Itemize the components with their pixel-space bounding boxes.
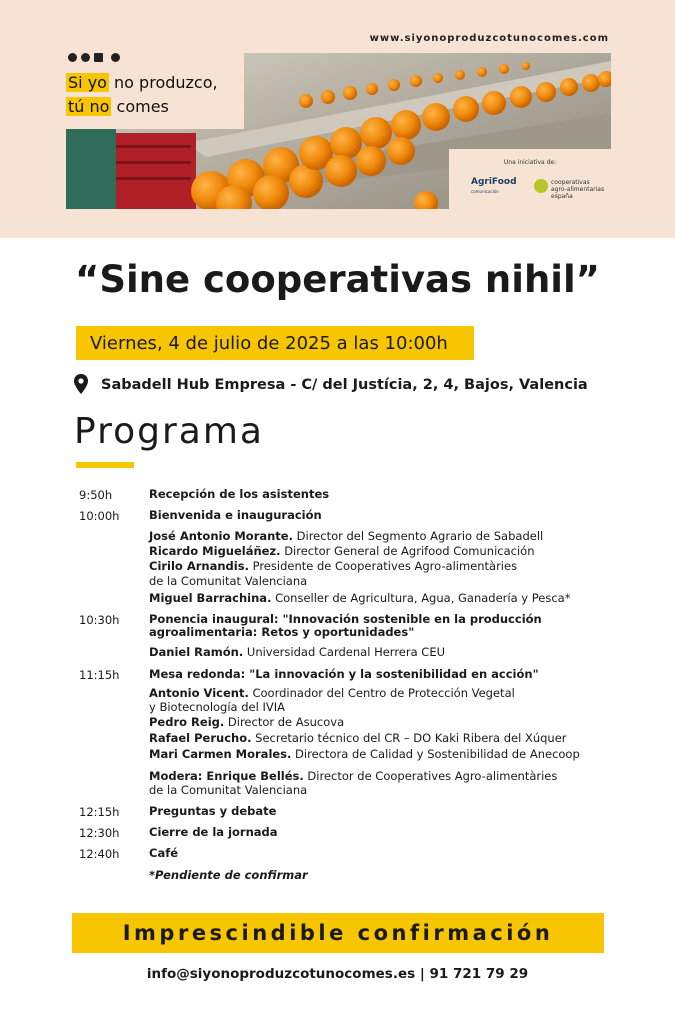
speaker-line bbox=[149, 687, 515, 700]
coop-line-2: agro-alimentarias bbox=[551, 186, 605, 193]
program-time: 9:50h bbox=[79, 488, 113, 502]
speaker-role: Presidente de Cooperatives Agro-alimentàries bbox=[248, 559, 518, 573]
speaker-line bbox=[149, 732, 567, 745]
programa-heading: Programa bbox=[74, 411, 264, 452]
speaker-name: Daniel Ramón. bbox=[149, 645, 244, 659]
program-title: Bienvenida e inauguración bbox=[149, 508, 322, 522]
speaker-role: Coordinador del Centro de Protección Vegetal bbox=[248, 686, 515, 700]
footnote: *Pendiente de confirmar bbox=[149, 868, 308, 882]
event-venue: Sabadell Hub Empresa - C/ del Justícia, 2, 4, Bajos, Valencia bbox=[101, 377, 588, 393]
program-time: 10:00h bbox=[79, 509, 120, 523]
speaker-line bbox=[149, 748, 580, 761]
tractor-icon bbox=[94, 53, 103, 62]
programa-underline bbox=[76, 462, 134, 468]
speaker-role: Conseller de Agricultura, Agua, Ganadería y Pesca* bbox=[271, 591, 571, 605]
program-title-cont: agroalimentaria: Retos y oportunidades" bbox=[149, 625, 415, 639]
program-time: 12:30h bbox=[79, 826, 120, 840]
logo-highlight-2 bbox=[66, 97, 111, 116]
speaker-role-cont: y Biotecnología del IVIA bbox=[149, 700, 285, 714]
moderator-role: Director de Cooperatives Agro-alimentàries bbox=[303, 769, 558, 783]
speaker-line bbox=[149, 716, 344, 729]
program-title: Recepción de los asistentes bbox=[149, 487, 330, 501]
contact-info[interactable]: info@siyonoproduzcotunocomes.es | 91 721 79 29 bbox=[146, 966, 529, 982]
program-title: Preguntas y debate bbox=[149, 804, 277, 818]
campaign-logo bbox=[66, 53, 244, 129]
moderator-role-cont: de la Comunitat Valenciana bbox=[149, 783, 308, 797]
speaker-role: Director de Asucova bbox=[224, 715, 345, 729]
speaker-name: Mari Carmen Morales. bbox=[149, 747, 292, 761]
logo-line-1 bbox=[66, 73, 218, 92]
coop-line-1: cooperativas bbox=[551, 179, 590, 186]
speaker-name: Miguel Barrachina. bbox=[149, 591, 272, 605]
logo-text-1: no produzco, bbox=[108, 73, 218, 92]
speaker-name: Cirilo Arnandis. bbox=[149, 559, 249, 573]
chef-hat-icon bbox=[81, 53, 90, 62]
location-pin-icon bbox=[74, 374, 88, 394]
agrifood-sub: comunicación bbox=[471, 189, 499, 194]
speaker-line bbox=[149, 646, 445, 659]
speaker-name: Ricardo Migueláñez. bbox=[149, 544, 281, 558]
speaker-line bbox=[149, 592, 570, 605]
speaker-role: Universidad Cardenal Herrera CEU bbox=[243, 645, 446, 659]
logo-text-2a: tú bbox=[68, 97, 90, 116]
logo-divider bbox=[111, 53, 120, 62]
speaker-role-cont: de la Comunitat Valenciana bbox=[149, 574, 308, 588]
speaker-name: José Antonio Morante. bbox=[149, 529, 293, 543]
moderator-name: Modera: Enrique Bellés. bbox=[149, 769, 304, 783]
site-url[interactable]: www.siyonoproduzcotunocomes.com bbox=[369, 33, 609, 44]
program-time: 10:30h bbox=[79, 613, 120, 627]
initiative-label: Una iniciativa de: bbox=[503, 159, 557, 166]
speaker-role: Director del Segmento Agrario de Sabadell bbox=[292, 529, 544, 543]
logo-text-2b: no bbox=[89, 97, 110, 116]
date-banner bbox=[76, 326, 474, 360]
logo-highlight-1: Si yo bbox=[68, 73, 107, 92]
program-time: 11:15h bbox=[79, 668, 120, 682]
program-time: 12:15h bbox=[79, 805, 120, 819]
speaker-name: Antonio Vicent. bbox=[149, 686, 249, 700]
header-band bbox=[0, 0, 675, 238]
initiative-box bbox=[449, 149, 611, 209]
speaker-name: Rafael Perucho. bbox=[149, 731, 252, 745]
logo-line-2 bbox=[66, 97, 169, 116]
program-title: Mesa redonda: "La innovación y la sostenibilidad en acción" bbox=[149, 667, 539, 681]
agrifood-logo: AgriFood bbox=[471, 177, 517, 187]
speaker-name: Pedro Reig. bbox=[149, 715, 225, 729]
program-time: 12:40h bbox=[79, 847, 120, 861]
speaker-line bbox=[149, 530, 543, 543]
speaker-role: Directora de Calidad y Sostenibilidad de Anecoop bbox=[291, 747, 580, 761]
leaf-icon bbox=[68, 53, 77, 62]
coop-line-3: españa bbox=[551, 193, 573, 200]
program-title: Café bbox=[149, 846, 179, 860]
logo-text-2c: comes bbox=[111, 97, 169, 116]
speaker-line bbox=[149, 545, 534, 558]
speaker-role: Secretario técnico del CR – DO Kaki Ribera del Xúquer bbox=[251, 731, 567, 745]
program-title: Cierre de la jornada bbox=[149, 825, 278, 839]
confirmation-text: Imprescindible confirmación bbox=[122, 921, 554, 945]
speaker-line bbox=[149, 560, 517, 573]
moderator-line bbox=[149, 770, 557, 783]
event-title: “Sine cooperativas nihil” bbox=[75, 258, 600, 301]
event-date: Viernes, 4 de julio de 2025 a las 10:00h bbox=[90, 333, 448, 354]
cooperativas-logo-text bbox=[551, 179, 604, 200]
speaker-role: Director General de Agrifood Comunicación bbox=[280, 544, 535, 558]
confirmation-banner bbox=[72, 913, 604, 953]
program-title: Ponencia inaugural: "Innovación sostenible en la producción bbox=[149, 612, 542, 626]
cooperativas-logo-icon bbox=[534, 179, 548, 193]
logo-icons bbox=[68, 53, 120, 62]
